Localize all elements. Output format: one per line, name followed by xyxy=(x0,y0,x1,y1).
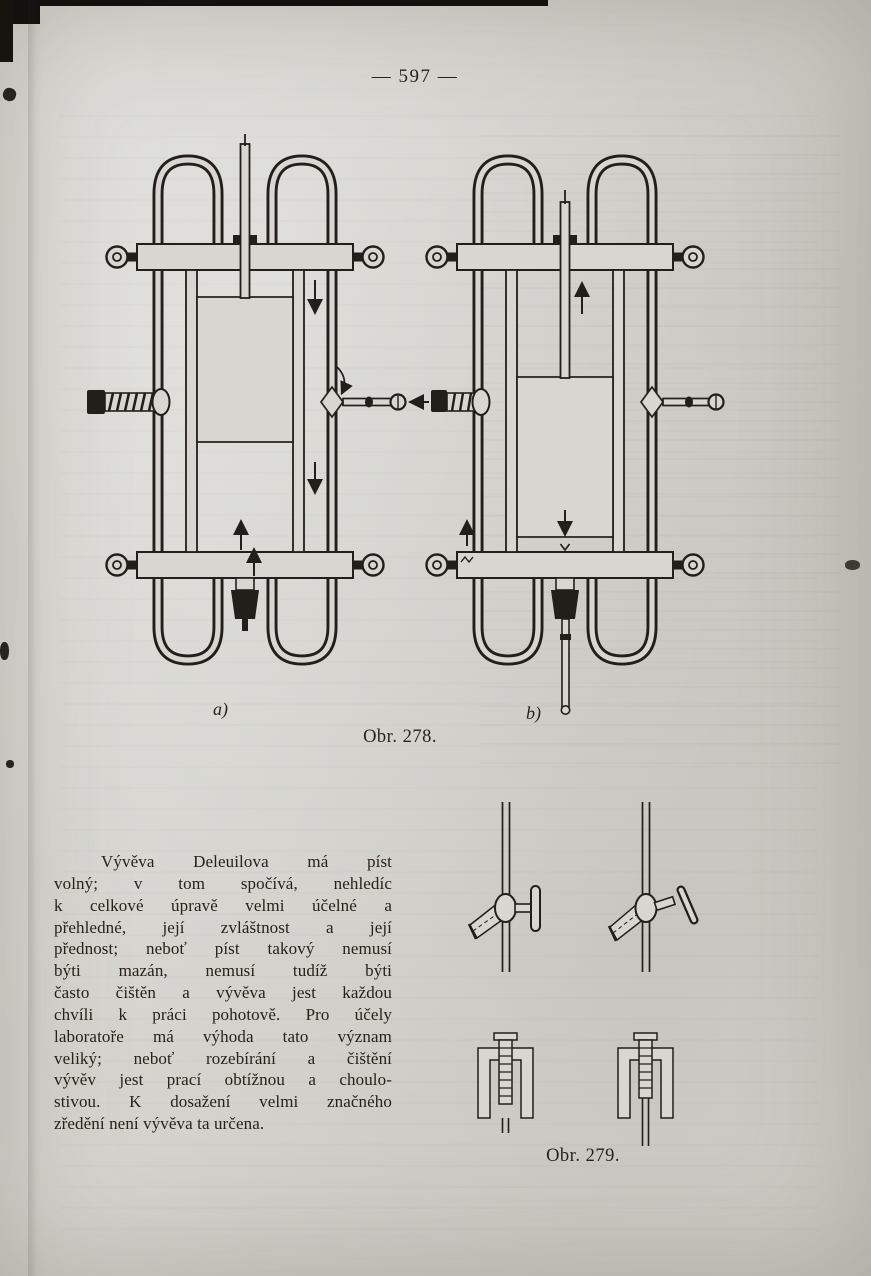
paragraph-line: často čištěn a vývěva jest každou xyxy=(54,983,392,1003)
page-fold-shadow xyxy=(28,0,42,1276)
body-paragraph xyxy=(54,851,392,1135)
pump-a-piston-rod xyxy=(241,134,250,298)
paragraph-line: veliký; neboť rozebírání a čištění xyxy=(54,1048,392,1068)
scan-artifact-speck xyxy=(0,642,9,660)
scan-artifact-corner-2 xyxy=(0,0,13,62)
page-number: — 597 — xyxy=(371,66,459,87)
scan-artifact-speck xyxy=(845,560,860,570)
pump-a xyxy=(87,134,406,660)
paragraph-line: stivou. K dosažení velmi značného xyxy=(54,1092,392,1112)
paragraph-line: laboratoře má výhoda tato význam xyxy=(54,1026,392,1046)
figure-278 xyxy=(85,132,725,722)
paragraph-line: k celkové úpravě velmi účelné a xyxy=(54,895,392,915)
scan-artifact-speck xyxy=(6,760,14,768)
valve-section-right xyxy=(618,1033,673,1146)
paragraph-line: býti mazán, nemusí tudíž býti xyxy=(54,961,392,981)
pump-b-piston-rod xyxy=(561,190,570,378)
figure-278-label-a: a) xyxy=(213,699,228,719)
pump-b xyxy=(411,160,724,714)
paragraph-line: přednost; neboť píst takový nemusí xyxy=(54,939,392,959)
paragraph-line: vývěv jest prací obtížnou a choulo- xyxy=(54,1070,392,1090)
paragraph-line: volný; v tom spočívá, nehledíc xyxy=(54,873,392,893)
stopcock-diagrams-drawing xyxy=(430,800,730,1150)
paragraph-line: zředění není vývěva ta určena. xyxy=(54,1114,265,1134)
figure-278-label-b: b) xyxy=(526,703,541,723)
paragraph-line: přehledné, její zvláštnost a její xyxy=(54,917,392,937)
pump-b-exhaust-tube xyxy=(551,578,579,714)
figure-279 xyxy=(430,800,730,1150)
figure-278-caption: Obr. 278. xyxy=(363,727,437,747)
figure-279-caption: Obr. 279. xyxy=(546,1146,620,1166)
stopcock-closed xyxy=(469,802,540,972)
pump-diagrams-drawing xyxy=(85,132,725,722)
scan-artifact-speck xyxy=(1,86,18,103)
pump-a-bottom-cap xyxy=(231,578,259,631)
pump-b-left-valve xyxy=(411,389,490,415)
pump-b-right-valve xyxy=(641,387,724,417)
stopcock-open xyxy=(609,802,694,972)
paragraph-line: Vývěva Deleuilova má píst xyxy=(101,852,392,871)
valve-section-left xyxy=(478,1033,533,1133)
pump-a-left-valve xyxy=(87,389,170,415)
paragraph-line: chvíli k práci pohotově. Pro účely xyxy=(54,1004,392,1024)
pump-a-piston xyxy=(197,297,293,442)
scan-artifact-top-strip xyxy=(0,0,548,6)
